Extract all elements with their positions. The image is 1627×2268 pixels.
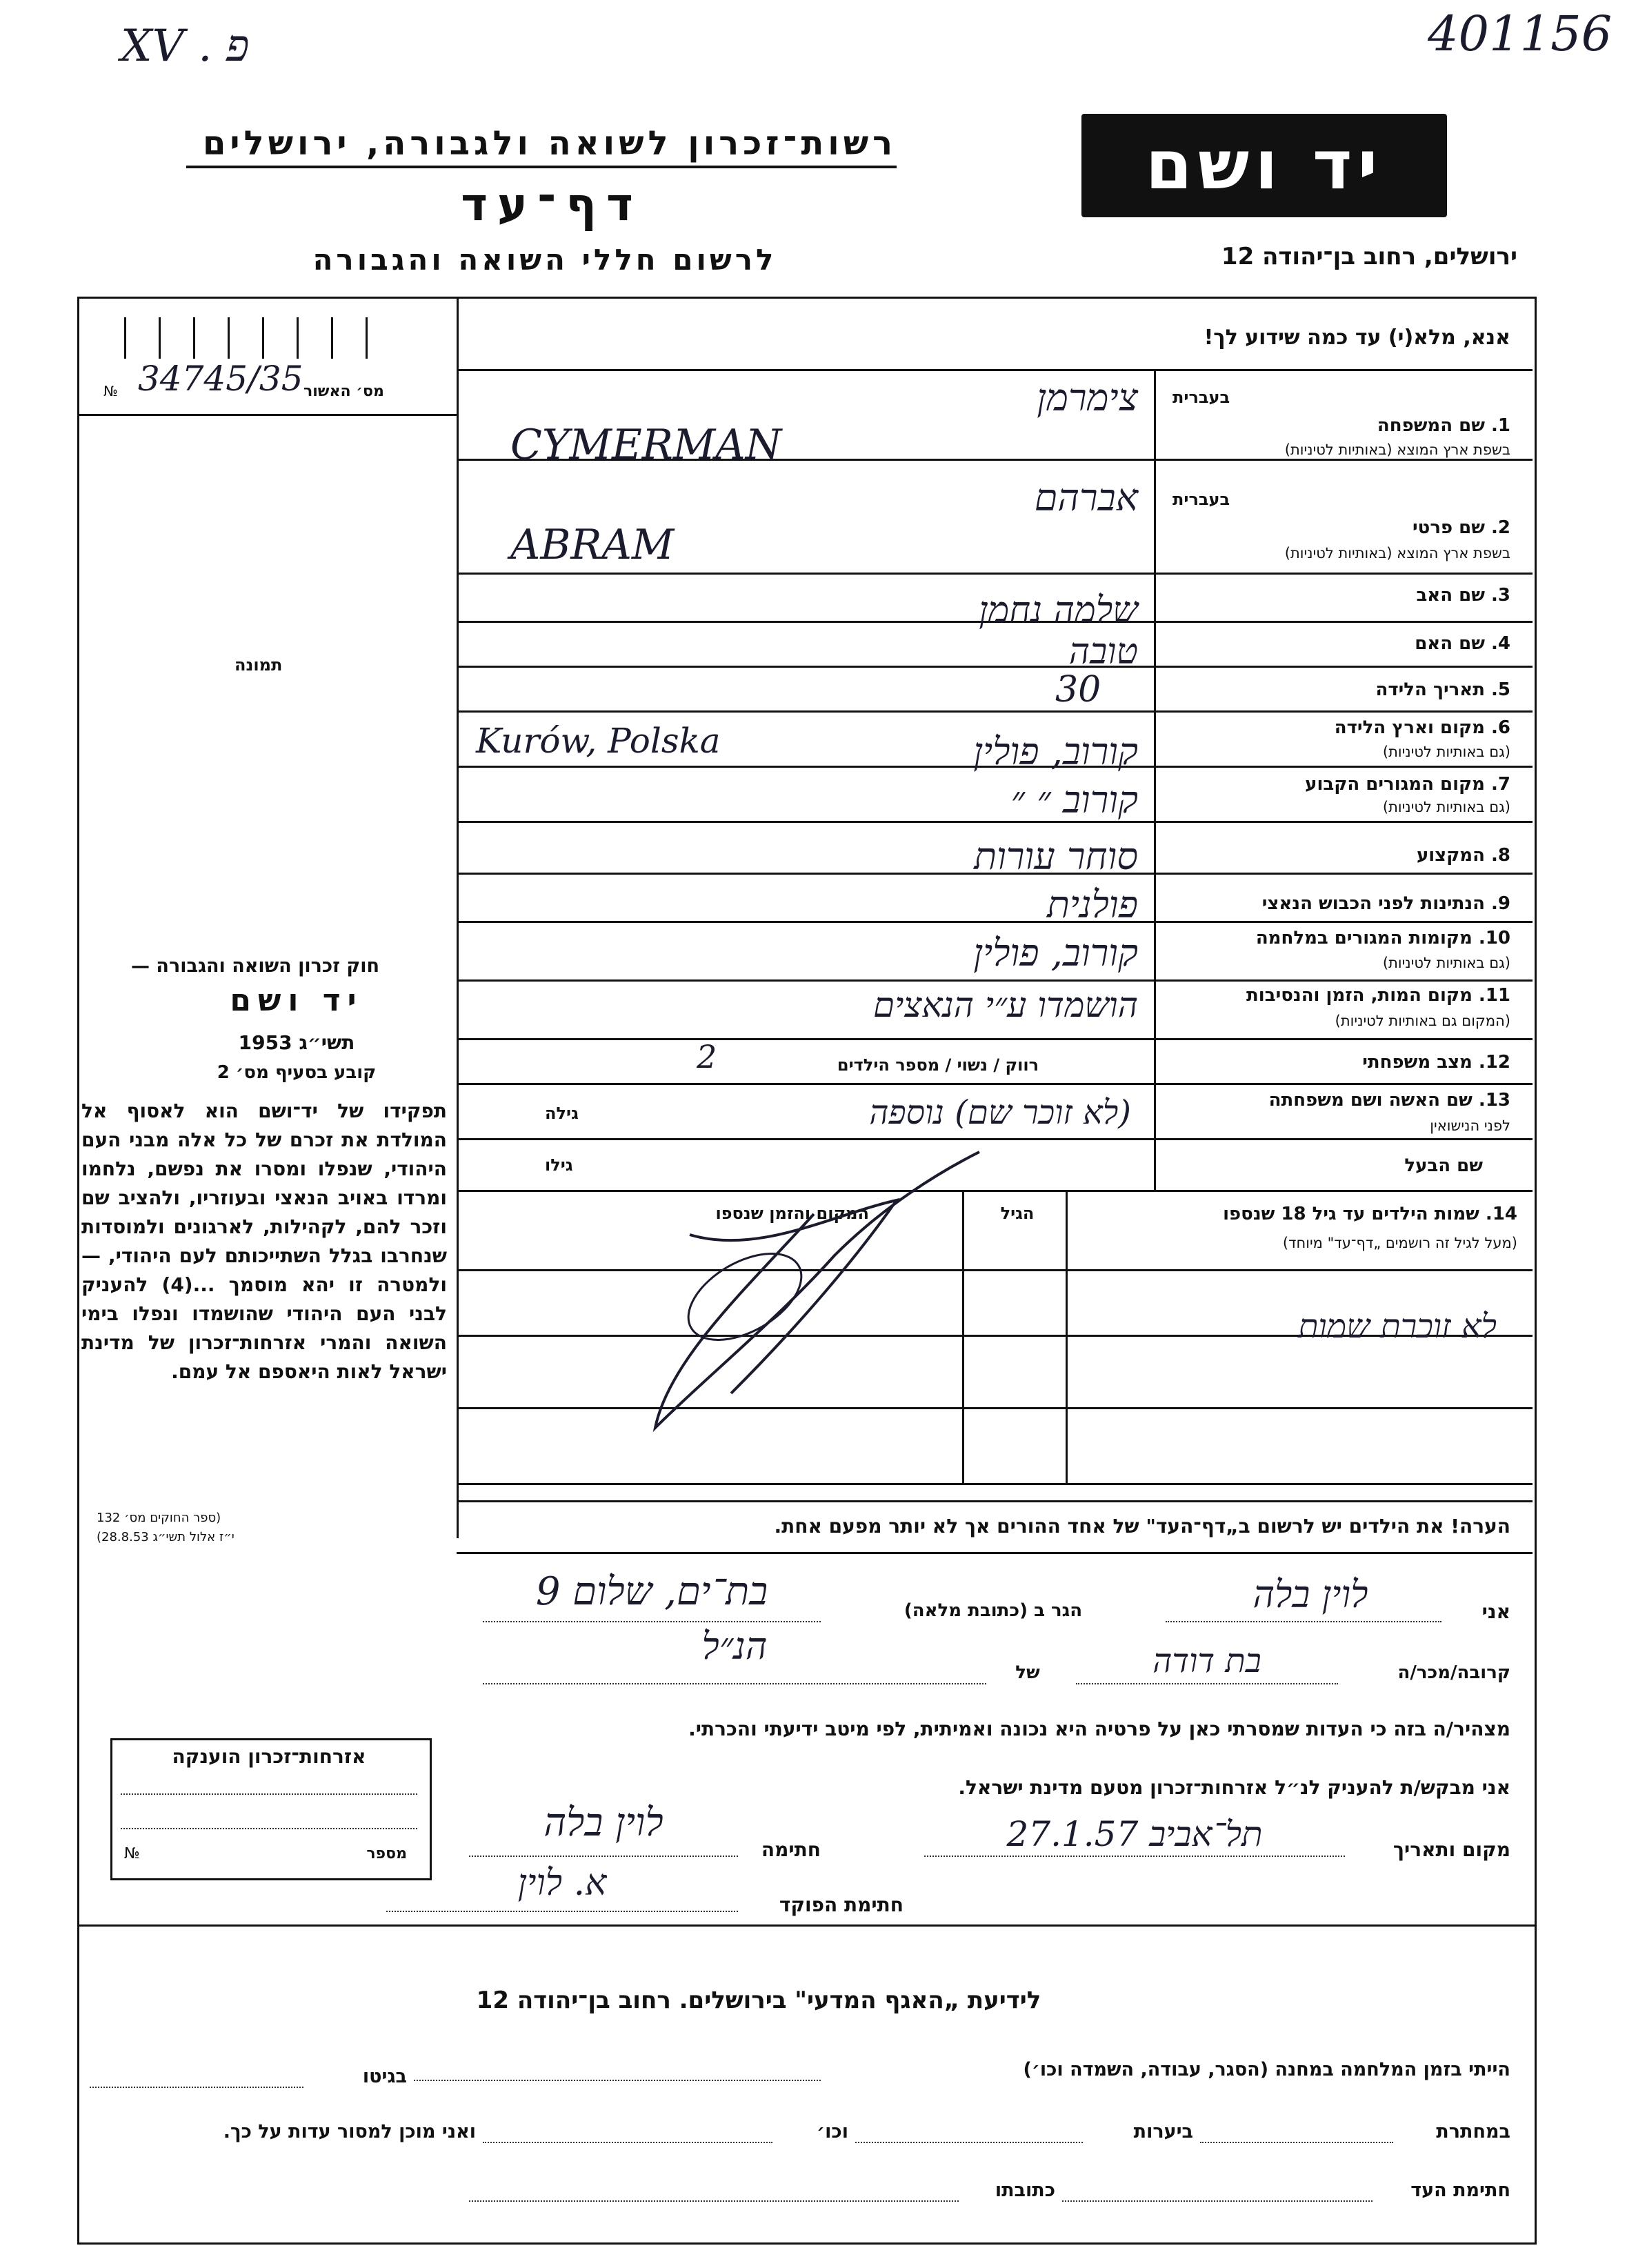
latin-note-6: (גם באותיות לטיניות) [1382,744,1510,760]
birth-place-label: 6. מקום וארץ הלידה [1334,717,1510,738]
death-place-label: 11. מקום המות, הזמן והנסיבות [1246,985,1510,1006]
footer-witness-address: כתובתו [995,2180,1055,2201]
nationality-value: פולנית [1046,883,1138,926]
place-date-value: תל־אביב 27.1.57 [1006,1814,1263,1854]
place-date-label: מקום ותאריך [1393,1838,1510,1861]
latin-note-10: (גם באותיות לטיניות) [1382,955,1510,971]
wife-sub: לפני הנישואין [1430,1117,1510,1134]
of-value: הנ״ל [701,1624,768,1668]
form-title: דף־עד [461,178,643,231]
archive-number: 401156 [1428,6,1613,62]
footer-title: לידיעת „האגף המדעי" בירושלים. רחוב בן־יהודה 12 [476,1987,1041,2014]
form-subtitle: לרשום חללי השואה והגבורה [312,243,777,277]
witness-address: בת־ים, שלום 9 [535,1569,768,1614]
citizenship-number-label: מספר [366,1845,407,1862]
mother-label: 4. שם האם [1415,633,1510,654]
occupation-value: סוחר עורות [974,835,1138,878]
officer-signature: א. לוין [517,1862,607,1904]
children-col-age: הגיל [1000,1204,1035,1223]
yad-vashem-logo: יד ושם [1081,114,1447,217]
war-places-label: 10. מקומות המגורים במלחמה [1255,928,1510,948]
death-place-sub: (המקום גם באותיות לטיניות) [1335,1013,1510,1029]
note-text: הערה! את הילדים יש לרשום ב„דף־העד" של אחד ההורים אך לא יותר מפעם אחת. [774,1515,1510,1538]
children-value: לא זוכרת שמות [1298,1307,1497,1346]
footer-etc: וכו׳ [817,2121,848,2142]
hebrew-tag-2: בעברית [1172,490,1230,509]
authority-title: רשות־זכרון לשואה ולגבורה, ירושלים [202,124,897,163]
witness-name: לוין בלה [1252,1573,1368,1616]
intro-line [457,369,1533,371]
first-name-latin: ABRAM [510,521,675,569]
mother-value: טובה [1068,631,1138,673]
witness-residing-label: הגר ב (כתובת מלאה) [904,1600,1083,1621]
approval-ticks [110,317,386,359]
law-year: תשי״ג 1953 [238,1031,355,1054]
signature-value: לוין בלה [543,1800,663,1845]
first-name-label: 2. שם פרטי [1413,517,1510,538]
residence-value: קורוב ״ ״ [1010,778,1138,822]
officer-label: חתימת הפוקד [779,1893,904,1916]
children-col-place: המקום והזמן שנספו [715,1204,869,1223]
husband-label: שם הבעל [1404,1155,1483,1176]
birth-date-label: 5. תאריך הלידה [1375,679,1510,700]
footer-line1-end: בגיטו [362,2066,407,2087]
family-name-label: 1. שם המשפחה [1377,415,1510,436]
left-column-divider [457,297,459,1538]
husband-age-label: גילו [545,1155,573,1175]
law-title: חוק זכרון השואה והגבורה — [131,955,380,977]
approval-sign: № [103,383,118,399]
of-label: של [1015,1662,1040,1683]
label-column-divider [1154,369,1156,1190]
law-section: קובע בסעיף מס׳ 2 [217,1062,377,1083]
approval-bottom-line [77,414,458,416]
law-body: תפקידו של יד־ושם הוא לאסוף אל המולדת את זכרם של כל אלה מבני העם היהודי, שנפלו ומסרו את נפשם, נלחמו ומרדו באויב הנאצי ובעוזריו, ולהציב שם וזכר להם, לקהילות, לארגונים ולמוסדות שנחרבו בגלל השתייכותם לעם היהודי, — ולמטרה זו יהא מוסמך ...(4) להעניק לבני העם היהודי שהושמדו ונפלו בימי השואה והמרי אזרחות־זכרון של מדינת ישראל לאות היאספם אל עמם. [81,1100,447,1383]
family-name-latin: CYMERMAN [510,421,782,469]
relation-label: קרובה/מכר/ה [1397,1662,1510,1683]
birth-place-latin: Kurów, Polska [476,721,721,761]
footer-line1-start: הייתי בזמן המלחמה במחנה (הסגר, עבודה, השמדה וכו׳) [1023,2059,1510,2080]
crossed-scribble [607,1131,993,1449]
relation-value: בת דודה [1152,1642,1261,1680]
marital-label: 12. מצב משפחתי [1362,1052,1510,1073]
law-footnote-2: י״ז אלול תשי״ג 28.8.53) [97,1530,234,1544]
death-place-value: הושמדו ע״י הנאצים [873,985,1138,1025]
footer-divider [77,1924,1535,1927]
signature-label: חתימה [761,1838,821,1861]
request: אני מבקש/ת להעניק לנ״ל אזרחות־זכרון מטעם מדינת ישראל. [958,1776,1510,1799]
latin-note-2: בשפת ארץ המוצא (באותיות לטיניות) [1284,545,1510,561]
intro-instruction: אנא, מלא(י) עד כמה שידוע לך! [1204,326,1510,350]
children-sub: (מעל לגיל זה רושמים „דף־עד" מיוחד) [1282,1235,1517,1251]
occupation-label: 8. המקצוע [1416,845,1510,866]
footer-witness-signature: חתימת העד [1410,2180,1510,2201]
hebrew-tag-1: בעברית [1172,388,1230,407]
marital-children-count: 2 [697,1038,717,1075]
footer-line2-end: ואני מוכן למסור עדות על כך. [223,2121,476,2142]
law-footnote-1: (ספר החוקים מס׳ 132 [97,1511,221,1525]
approval-number: 34745/35 [138,359,303,399]
authority-underline [186,166,897,168]
latin-note-1: בשפת ארץ המוצא (באותיות לטיניות) [1284,441,1510,458]
war-places-value: קורוב, פולין [973,931,1138,975]
first-name-hebrew: אברהם [1034,476,1138,519]
footer-forests: ביערות [1133,2121,1193,2142]
citizenship-number-sign: № [124,1845,140,1862]
children-label: 14. שמות הילדים עד גיל 18 שנספו [1223,1204,1517,1224]
header-address: ירושלים, רחוב בן־יהודה 12 [1221,243,1517,270]
family-name-hebrew: צימרמן [1037,376,1138,419]
latin-note-7: (גם באותיות לטיניות) [1382,799,1510,815]
approval-label: מס׳ האשור [303,383,384,400]
father-label: 3. שם האב [1416,585,1510,606]
citizenship-box-title: אזרחות־זכרון הוענקה [172,1745,366,1768]
law-logo: יד ושם [230,983,363,1018]
birth-date-value: 30 [1055,669,1101,710]
father-value: שלמה נחמן [979,590,1138,631]
marital-options: רווק / נשוי / מספר הילדים [837,1055,1039,1075]
wife-value: (לא זוכר שם) נוספה [869,1093,1131,1132]
wife-label: 13. שם האשה ושם משפחתה [1268,1090,1510,1111]
photo-label: תמונה [234,655,283,675]
corner-mark: XV . פ [121,21,250,72]
declaration: מצהיר/ה בזה כי העדות שמסרתי כאן על פרטיה היא נכונה ואמיתית, לפי מיטב ידיעתי והכרתי. [688,1718,1510,1740]
residence-label: 7. מקום המגורים הקבוע [1305,774,1510,795]
wife-age-label: גילה [545,1104,579,1123]
birth-place-hebrew: קורוב, פולין [973,730,1138,773]
nationality-label: 9. הנתינות לפני הכבוש הנאצי [1261,893,1510,914]
witness-i-label: אני [1481,1600,1510,1623]
footer-underground: במחתרת [1436,2121,1510,2142]
